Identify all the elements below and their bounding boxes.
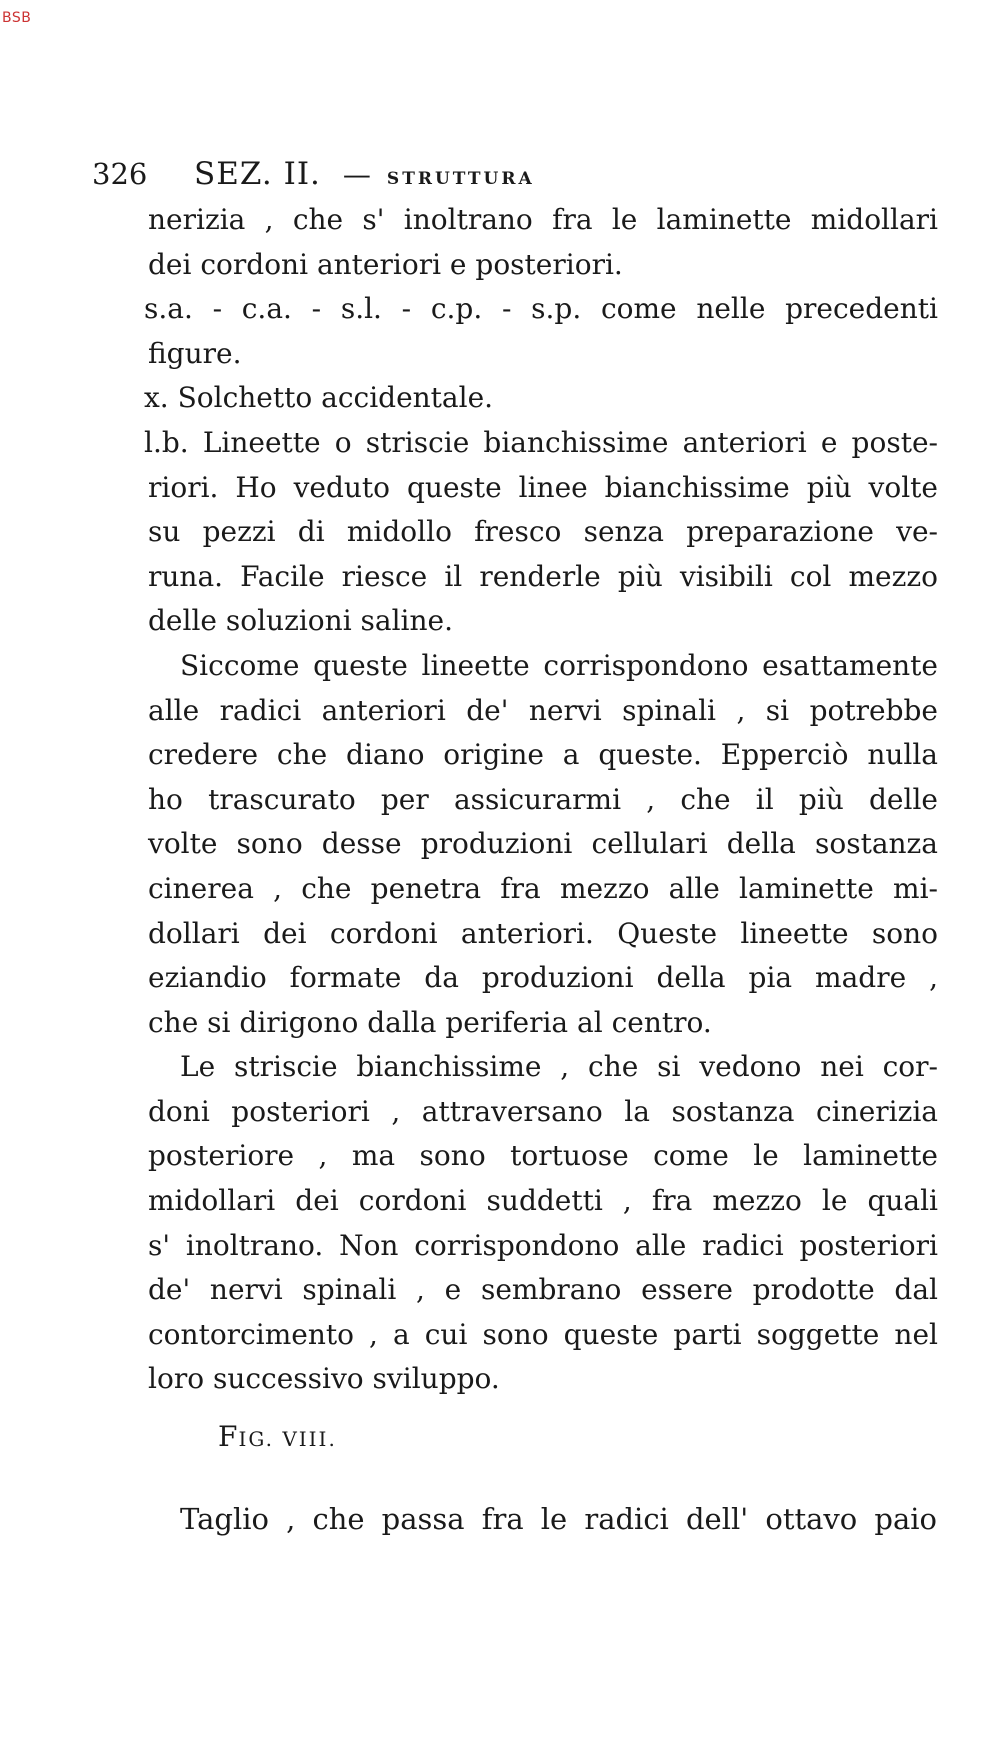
text-line: volte sono desse produzioni cellulari della sostanza [148, 827, 938, 861]
header-dash: — [342, 158, 371, 191]
running-head [92, 150, 535, 198]
text-line: x. Solchetto accidentale. [144, 381, 494, 415]
text-line: cinerea , che penetra fra mezzo alle laminette mi- [148, 871, 938, 905]
text-line: midollari dei cordoni suddetti , fra mezzo le quali [148, 1184, 938, 1218]
text-line: runa. Facile riesce il renderle più visibili col mezzo [148, 559, 938, 593]
figure-heading [218, 1420, 337, 1453]
figure-heading-initial: F [218, 1420, 239, 1453]
running-title: STRUTTURA [386, 169, 535, 189]
text-line: credere che diano origine a queste. Epperciò nulla [148, 738, 938, 772]
text-line: l.b. Lineette o striscie bianchissime anteriori e poste- [144, 425, 938, 459]
section-label: SEZ. II. [194, 156, 321, 192]
text-line: riori. Ho veduto queste linee bianchissime più volte [148, 470, 938, 504]
text-line: de' nervi spinali , e sembrano essere prodotte dal [148, 1273, 938, 1307]
text-line: delle soluzioni saline. [148, 604, 454, 638]
text-line: figure. [148, 336, 242, 370]
text-line: Le striscie bianchissime , che si vedono nei cor- [180, 1050, 938, 1084]
text-line: alle radici anteriori de' nervi spinali , si potrebbe [148, 693, 938, 727]
body-text [144, 198, 938, 1402]
text-line: loro successivo sviluppo. [148, 1362, 500, 1396]
text-line: s' inoltrano. Non corrispondono alle radici posteriori [148, 1228, 938, 1262]
body-last-line: Taglio , che passa fra le radici dell' ottavo paio [180, 1502, 937, 1536]
figure-heading-rest: IG. VIII. [238, 1427, 337, 1451]
text-line: posteriore , ma sono tortuose come le laminette [148, 1139, 938, 1173]
library-stamp: BSB [2, 10, 32, 26]
text-line: doni posteriori , attraversano la sostanza cinerizia [148, 1094, 938, 1128]
text-line: eziandio formate da produzioni della pia madre , [148, 961, 938, 995]
text-line: che si dirigono dalla periferia al centro. [148, 1005, 712, 1039]
text-line: s.a. - c.a. - s.l. - c.p. - s.p. come nelle precedenti [144, 292, 938, 326]
page-number: 326 [92, 157, 148, 191]
text-line: Siccome queste lineette corrispondono esattamente [180, 648, 938, 682]
text-line: dollari dei cordoni anteriori. Queste lineette sono [148, 916, 938, 950]
text-line: dei cordoni anteriori e posteriori. [148, 247, 623, 281]
text-line: nerizia , che s' inoltrano fra le laminette midollari [148, 203, 938, 236]
text-line: ho trascurato per assicurarmi , che il più delle [148, 782, 938, 816]
text-line: contorcimento , a cui sono queste parti soggette nel [148, 1317, 938, 1351]
text-line: su pezzi di midollo fresco senza preparazione ve- [148, 515, 938, 549]
